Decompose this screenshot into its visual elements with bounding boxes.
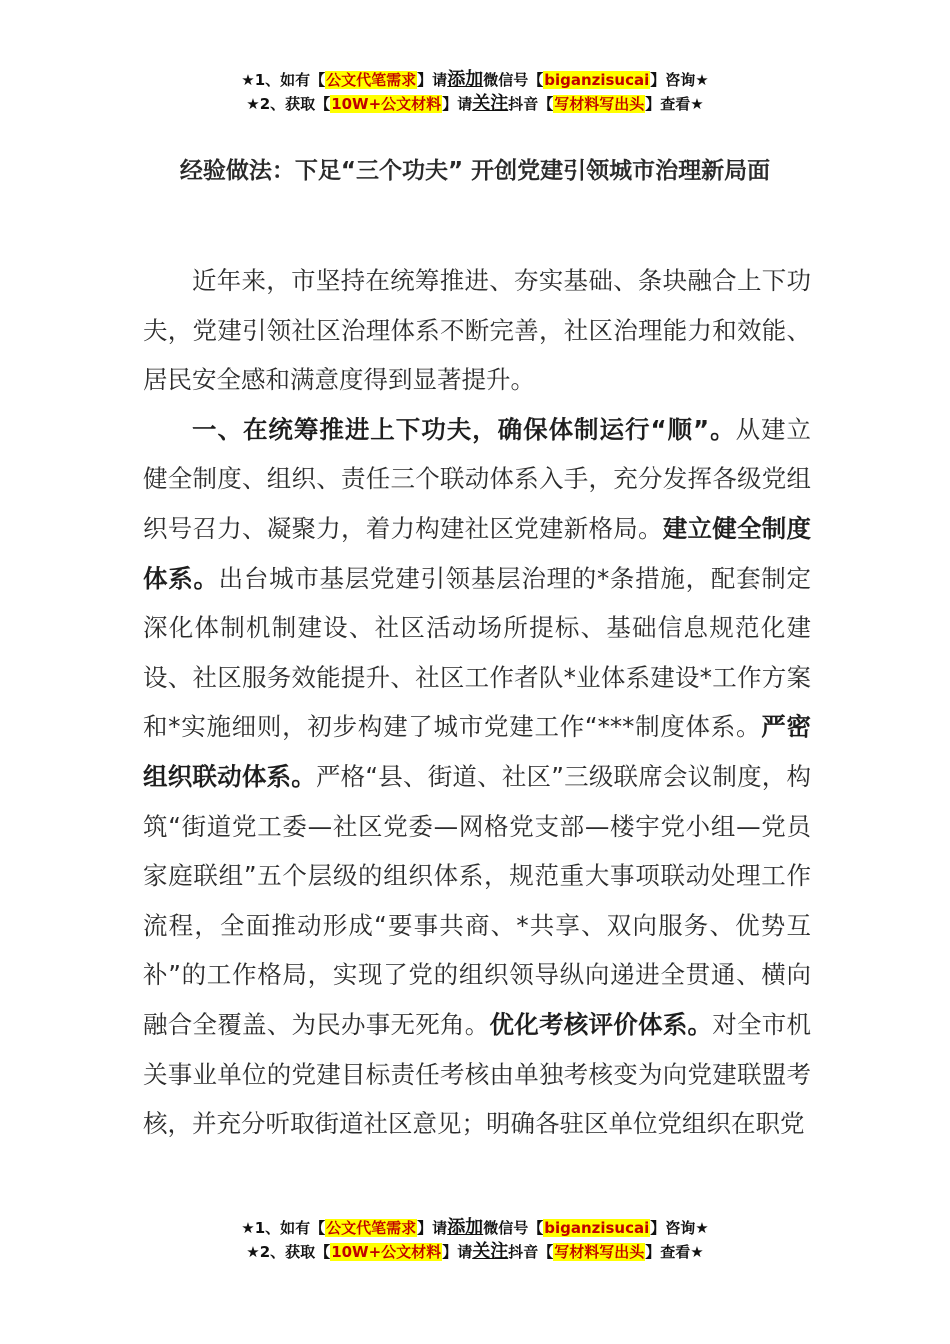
document-body [143,256,811,1149]
subheading-evaluation: 优化考核评价体系。 [489,1009,713,1039]
subheading-system: 建立健全制度体系。 [143,513,811,593]
paragraph-intro: 近年来，市坚持在统筹推进、夯实基础、条块融合上下功夫，党建引领社区治理体系不断完善，社区治理能力和效能、居民安全感和满意度得到显著提升。 [143,266,811,395]
highlight-douyin: 写材料写出头 [554,95,645,113]
highlight-wechat-id: biganzisucai [544,1219,650,1237]
header-banner [0,68,950,116]
banner-line-1: ★1、如有【公文代笔需求】请添加微信号【biganzisucai】咨询★ [241,1217,709,1238]
document-title: 经验做法：下足“三个功夫” 开创党建引领城市治理新局面 [179,158,771,184]
section-heading: 一、在统筹推进上下功夫，确保体制运行“顺”。 [192,414,736,444]
highlight-service: 公文代笔需求 [326,71,417,89]
highlight-service: 公文代笔需求 [326,1219,417,1237]
subheading-organization: 严密组织联动体系。 [143,712,811,791]
banner-line-2: ★2、获取【10W+公文材料】请关注抖音【写材料写出头】查看★ [246,93,704,114]
paragraph-section-1: 一、在统筹推进上下功夫，确保体制运行“顺”。从建立健全制度、组织、责任三个联动体系入手，充分发挥各级党组织号召力、凝聚力，着力构建社区党建新格局。建立健全制度体系。出台城市基层党建引领基层治理的*条措施，配套制定深化体制机制建设、社区活动场所提标、基础信息规范化建设、社区服务效能提升、社区工作者队*业体系建设*工作方案和*实施细则，初步构建了城市党建工作“***制度体系。严密组织联动体系。严格“县、街道、社区”三级联席会议制度，构筑“街道党工委—社区党委—网格党支部—楼宇党小组—党员家庭联组”五个层级的组织体系，规范重大事项联动处理工作流程，全面推动形成“要事共商、*共享、双向服务、优势互补”的工作格局，实现了党的组织领导纵向递进全贯通、横向融合全覆盖、为民办事无死角。优化考核评价体系。对全市机关事业单位的党建目标责任考核由单独考核变为向党建联盟考核，并充分听取街道社区意见；明确各驻区单位党组织在职党 [143,414,812,1139]
footer-banner [0,1216,950,1264]
banner-line-2: ★2、获取【10W+公文材料】请关注抖音【写材料写出头】查看★ [246,1241,704,1262]
highlight-wechat-id: biganzisucai [544,71,650,89]
highlight-materials: 10W+公文材料 [331,95,442,113]
banner-line-1: ★1、如有【公文代笔需求】请添加微信号【biganzisucai】咨询★ [241,69,709,90]
highlight-douyin: 写材料写出头 [554,1243,645,1261]
highlight-materials: 10W+公文材料 [331,1243,442,1261]
